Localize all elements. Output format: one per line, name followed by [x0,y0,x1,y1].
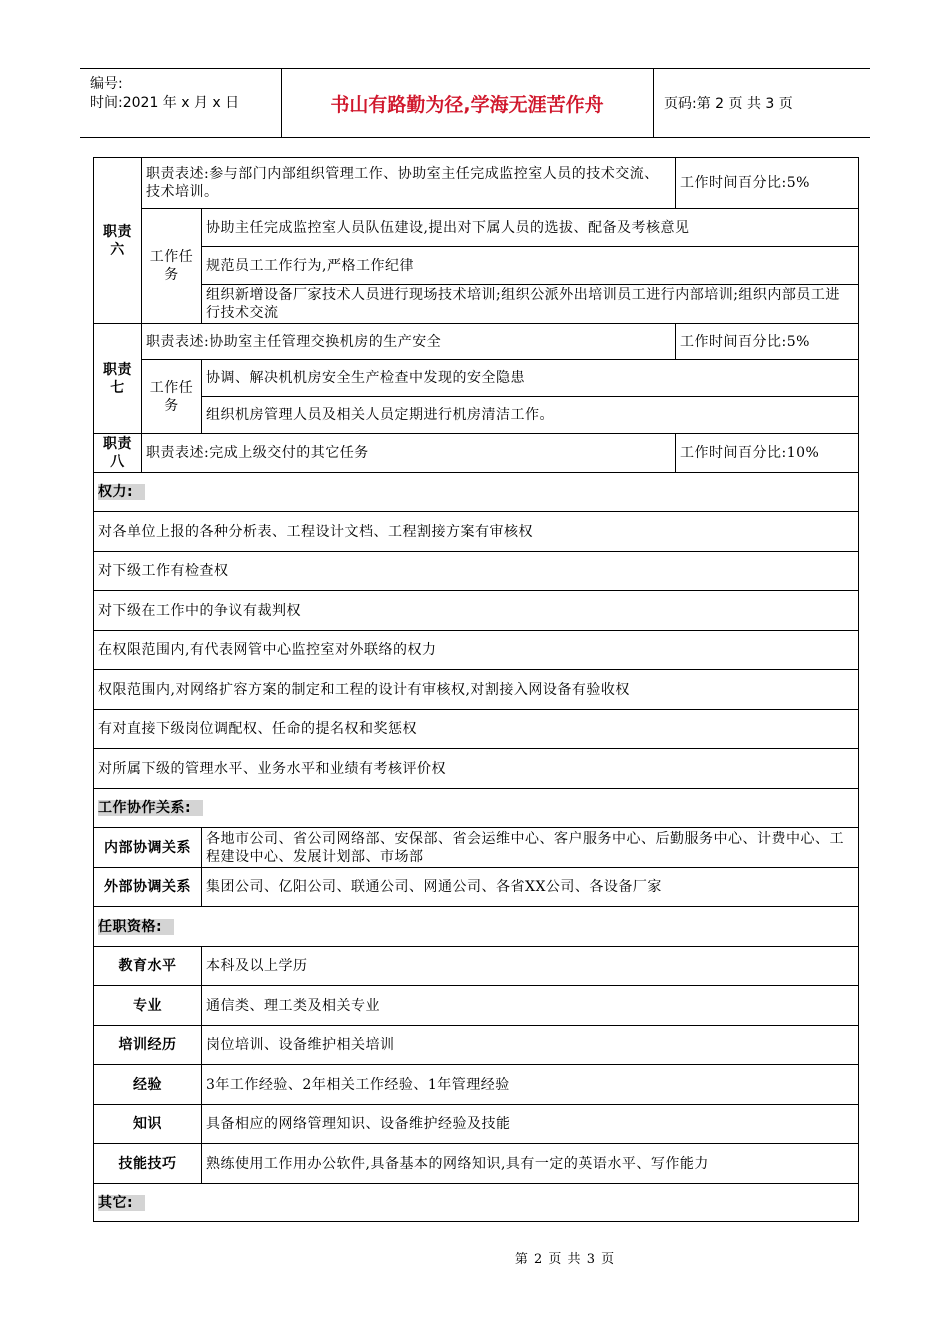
qualification-value: 岗位培训、设备维护相关培训 [202,1026,859,1065]
authority-row [94,710,859,749]
authority-title: 权力: [94,473,859,512]
qualifications-title: 任职资格: [94,907,859,947]
qualification-label: 专业 [94,986,202,1026]
external-coop-row [94,868,859,907]
other-header-row [94,1184,859,1222]
qualification-value: 本科及以上学历 [202,947,859,986]
cooperation-title: 工作协作关系: [94,789,859,828]
code-label: 编号: [90,76,123,92]
authority-item: 在权限范围内,有代表网管中心监控室对外联络的权力 [94,631,859,670]
duty-7-title: 职责七 [94,324,142,434]
page-number-label: 页码:第 2 页 共 3 页 [664,96,793,112]
qualification-row [94,1144,859,1184]
duty-7-pct: 工作时间百分比:5% [676,324,859,360]
authority-row [94,631,859,670]
qualification-value: 3年工作经验、2年相关工作经验、1年管理经验 [202,1065,859,1105]
duty-6-task-2: 规范员工工作行为,严格工作纪律 [202,247,859,285]
duty-8-pct: 工作时间百分比:10% [676,434,859,473]
page-footer [0,1248,950,1267]
qualification-row [94,1026,859,1065]
authority-item: 权限范围内,对网络扩容方案的制定和工程的设计有审核权,对割接入网设备有验收权 [94,670,859,710]
duty-6-task-1: 协助主任完成监控室人员队伍建设,提出对下属人员的选拔、配备及考核意见 [202,209,859,247]
duty-8-row [94,434,859,473]
job-description-table [93,157,859,1222]
cooperation-header-row [94,789,859,828]
internal-coop-label: 内部协调关系 [94,828,202,868]
authority-item: 对各单位上报的各种分析表、工程设计文档、工程割接方案有审核权 [94,512,859,552]
duty-7-desc-row [94,324,859,360]
duty-7-task-2: 组织机房管理人员及相关人员定期进行机房清洁工作。 [202,397,859,434]
qualification-value: 熟练使用工作用办公软件,具备基本的网络知识,具有一定的英语水平、写作能力 [202,1144,859,1184]
external-coop-label: 外部协调关系 [94,868,202,907]
qualification-row [94,1065,859,1105]
duty-6-desc-row [94,158,859,209]
duty-7-task-1: 协调、解决机机房安全生产检查中发现的安全隐患 [202,360,859,397]
duty-8-title: 职责八 [94,434,142,473]
authority-item: 对下级在工作中的争议有裁判权 [94,591,859,631]
page-header [80,68,870,138]
duty-8-desc: 职责表述:完成上级交付的其它任务 [142,434,676,473]
internal-coop-value: 各地市公司、省公司网络部、安保部、省会运维中心、客户服务中心、后勤服务中心、计费中心、工程建设中心、发展计划部、市场部 [202,828,859,868]
duty-7-task-row [94,397,859,434]
duty-6-task-row [94,209,859,247]
authority-item: 对下级工作有检查权 [94,552,859,591]
duty-6-pct: 工作时间百分比:5% [676,158,859,209]
duty-6-task-row [94,285,859,324]
authority-item: 有对直接下级岗位调配权、任命的提名权和奖惩权 [94,710,859,749]
duty-6-task-label: 工作任务 [142,209,202,324]
qualification-row [94,947,859,986]
qualifications-header-row [94,907,859,947]
authority-row [94,591,859,631]
duty-7-task-label: 工作任务 [142,360,202,434]
duty-6-desc: 职责表述:参与部门内部组织管理工作、协助室主任完成监控室人员的技术交流、技术培训。 [142,158,676,209]
qualification-label: 教育水平 [94,947,202,986]
qualification-value: 通信类、理工类及相关专业 [202,986,859,1026]
duty-6-task-row [94,247,859,285]
authority-row [94,552,859,591]
external-coop-value: 集团公司、亿阳公司、联通公司、网通公司、各省XX公司、各设备厂家 [202,868,859,907]
authority-row [94,670,859,710]
authority-row [94,512,859,552]
duty-7-task-row [94,360,859,397]
authority-row [94,749,859,789]
authority-item: 对所属下级的管理水平、业务水平和业绩有考核评价权 [94,749,859,789]
duty-7-desc: 职责表述:协助室主任管理交换机房的生产安全 [142,324,676,360]
duty-6-task-3: 组织新增设备厂家技术人员进行现场技术培训;组织公派外出培训员工进行内部培训;组织内部员工进行技术交流 [202,285,859,324]
other-title: 其它: [94,1184,859,1222]
authority-header-row [94,473,859,512]
footer-page-number: 第 2 页 共 3 页 [514,1252,616,1267]
duty-6-title: 职责六 [94,158,142,324]
motto: 书山有路勤为径,学海无涯苦作舟 [281,69,654,137]
date-label: 时间:2021 年 x 月 x 日 [90,95,240,111]
qualification-row [94,986,859,1026]
qualification-label: 技能技巧 [94,1144,202,1184]
qualification-label: 经验 [94,1065,202,1105]
qualification-row [94,1105,859,1144]
qualification-label: 培训经历 [94,1026,202,1065]
internal-coop-row [94,828,859,868]
qualification-value: 具备相应的网络管理知识、设备维护经验及技能 [202,1105,859,1144]
header-info [80,69,282,137]
qualification-label: 知识 [94,1105,202,1144]
